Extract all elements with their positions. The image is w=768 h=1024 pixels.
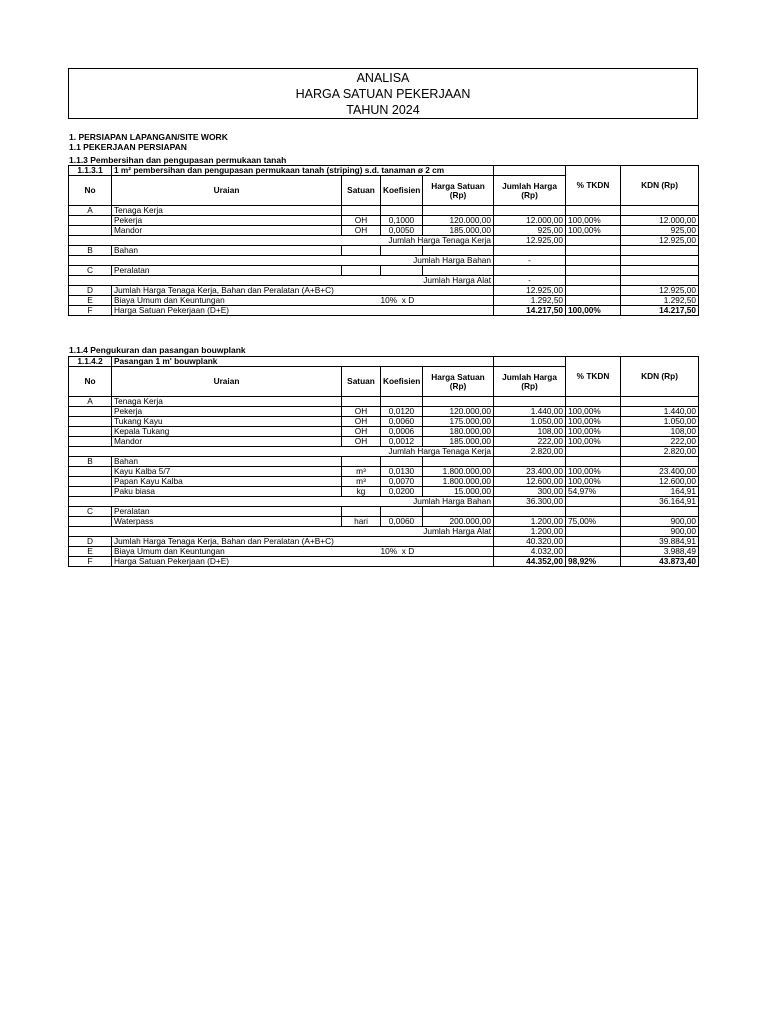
group-label-c: C	[69, 266, 112, 276]
col-kdn: KDN (Rp)	[621, 357, 699, 397]
col-satuan: Satuan	[342, 176, 381, 206]
col-jumlah-harga: Jumlah Harga (Rp)	[494, 367, 566, 397]
item-code: 1.1.4.2	[69, 357, 112, 367]
group-label-a: A	[69, 206, 112, 216]
subtotal-row: Jumlah Harga Tenaga Kerja 2.820,00 2.820,00	[69, 447, 699, 457]
col-harga-satuan: Harga Satuan (Rp)	[423, 367, 494, 397]
table-row: Kepala Tukang OH 0,0006 180.000,00 108,00 100,00% 108,00	[69, 427, 699, 437]
group-label-a: A	[69, 397, 112, 407]
total-row-d: D Jumlah Harga Tenaga Kerja, Bahan dan Peralatan (A+B+C) 12.925,00 12.925,00	[69, 286, 699, 296]
group-title-a: Tenaga Kerja	[112, 397, 342, 407]
subtotal-row: Jumlah Harga Alat -	[69, 276, 699, 286]
table-row: Mandor OH 0,0050 185.000,00 925,00 100,00% 925,00	[69, 226, 699, 236]
group-title-b: Bahan	[112, 246, 342, 256]
item-code: 1.1.3.1	[69, 166, 112, 176]
analysis-table-2	[68, 356, 699, 567]
group-label-b: B	[69, 246, 112, 256]
overhead-row-e: E Biaya Umum dan Keuntungan 10% x D 4.032,00 3.988,49	[69, 547, 699, 557]
col-koefisien: Koefisien	[381, 367, 423, 397]
group-title-c: Peralatan	[112, 507, 342, 517]
table-row: Waterpass hari 0,0060 200.000,00 1.200,00 75,00% 900,00	[69, 517, 699, 527]
col-tkdn: % TKDN	[566, 357, 621, 397]
group-label-b: B	[69, 457, 112, 467]
table-row: Tukang Kayu OH 0,0060 175.000,00 1.050,00 100,00% 1.050,00	[69, 417, 699, 427]
group-label-c: C	[69, 507, 112, 517]
total-row-f: F Harga Satuan Pekerjaan (D+E) 14.217,50 100,00% 14.217,50	[69, 306, 699, 316]
item-title: Pasangan 1 m' bouwplank	[112, 357, 494, 367]
title-line-2: HARGA SATUAN PEKERJAAN	[295, 87, 471, 101]
item-heading-113: 1.1.3 Pembersihan dan pengupasan permukaan tanah	[69, 155, 287, 165]
title-line-1: ANALISA	[356, 71, 410, 85]
table-row: Mandor OH 0,0012 185.000,00 222,00 100,00% 222,00	[69, 437, 699, 447]
table-row: Pekerja OH 0,0120 120.000,00 1.440,00 100,00% 1.440,00	[69, 407, 699, 417]
item-title: 1 m² pembersihan dan pengupasan permukaan tanah (striping) s.d. tanaman ø 2 cm	[112, 166, 494, 176]
table-row: Pekerja OH 0,1000 120.000,00 12.000,00 100,00% 12.000,00	[69, 216, 699, 226]
group-title-a: Tenaga Kerja	[112, 206, 342, 216]
item-heading-114: 1.1.4 Pengukuran dan pasangan bouwplank	[69, 345, 246, 355]
col-uraian: Uraian	[112, 176, 342, 206]
table-row: Papan Kayu Kalba m³ 0,0070 1.800.000,00 12.600,00 100,00% 12.600,00	[69, 477, 699, 487]
total-row-d: D Jumlah Harga Tenaga Kerja, Bahan dan Peralatan (A+B+C) 40.320,00 39.884,91	[69, 537, 699, 547]
col-harga-satuan: Harga Satuan (Rp)	[423, 176, 494, 206]
subtotal-row: Jumlah Harga Bahan 36.300,00 36.164,91	[69, 497, 699, 507]
total-row-f: F Harga Satuan Pekerjaan (D+E) 44.352,00 98,92% 43.873,40	[69, 557, 699, 567]
title-line-3: TAHUN 2024	[346, 103, 420, 117]
col-satuan: Satuan	[342, 367, 381, 397]
table-row: Paku biasa kg 0,0200 15.000,00 300,00 54,97% 164,91	[69, 487, 699, 497]
subtotal-row: Jumlah Harga Alat 1.200,00 900,00	[69, 527, 699, 537]
overhead-row-e: E Biaya Umum dan Keuntungan 10% x D 1.292,50 1.292,50	[69, 296, 699, 306]
col-no: No	[69, 367, 112, 397]
col-uraian: Uraian	[112, 367, 342, 397]
section-heading: 1. PERSIAPAN LAPANGAN/SITE WORK	[69, 132, 228, 142]
group-title-b: Bahan	[112, 457, 342, 467]
subtotal-row: Jumlah Harga Bahan -	[69, 256, 699, 266]
col-tkdn: % TKDN	[566, 166, 621, 206]
document-title	[68, 68, 698, 119]
analysis-table-1	[68, 165, 699, 316]
subsection-heading: 1.1 PEKERJAAN PERSIAPAN	[69, 142, 187, 152]
col-jumlah-harga: Jumlah Harga (Rp)	[494, 176, 566, 206]
table-row: Kayu Kalba 5/7 m³ 0,0130 1.800.000,00 23.400,00 100,00% 23.400,00	[69, 467, 699, 477]
col-kdn: KDN (Rp)	[621, 166, 699, 206]
group-title-c: Peralatan	[112, 266, 342, 276]
col-koefisien: Koefisien	[381, 176, 423, 206]
subtotal-row: Jumlah Harga Tenaga Kerja 12.925,00 12.925,00	[69, 236, 699, 246]
col-no: No	[69, 176, 112, 206]
